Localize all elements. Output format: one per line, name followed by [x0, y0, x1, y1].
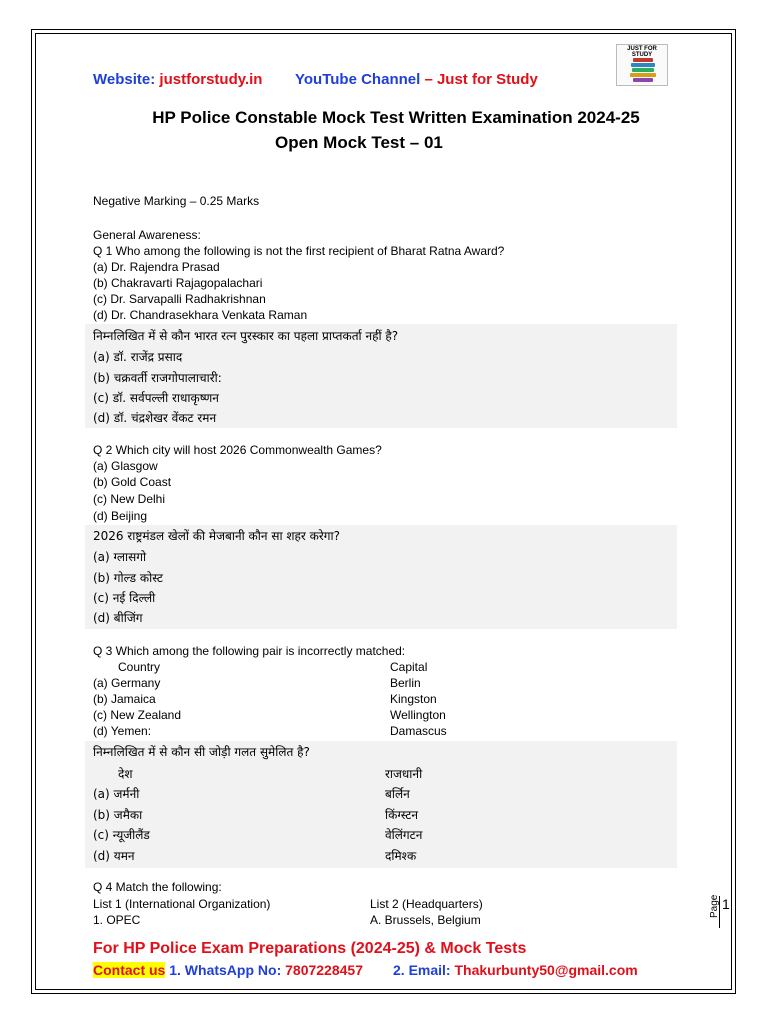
question-1-option-c: (c) Dr. Sarvapalli Radhakrishnan — [93, 292, 266, 306]
question-3-option-b: (b) Jamaica — [93, 692, 156, 706]
question-3-column-country: Country — [118, 660, 161, 674]
question-3-hindi-capital-a: बर्लिन — [385, 787, 410, 801]
just-for-study-logo — [616, 44, 668, 86]
question-3-hindi-column-capital: राजधानी — [385, 767, 423, 781]
question-1-hindi-option-d: (d) डॉ. चंद्रशेखर वेंकट रमन — [93, 411, 217, 425]
question-3-hindi-option-a: (a) जर्मनी — [93, 787, 140, 801]
question-4-list-2-item-a: A. Brussels, Belgium — [370, 913, 481, 927]
question-3-hindi-option-b: (b) जमैका — [93, 808, 143, 822]
question-3-option-c: (c) New Zealand — [93, 708, 182, 722]
logo-text: JUST FOR STUDY — [627, 46, 657, 58]
question-2-option-a: (a) Glasgow — [93, 459, 158, 473]
question-3-option-a: (a) Germany — [93, 676, 161, 690]
question-1-hindi-option-c: (c) डॉ. सर्वपल्ली राधाकृष्णन — [93, 391, 219, 405]
question-1-option-a: (a) Dr. Rajendra Prasad — [93, 260, 220, 274]
logo-book-icon — [630, 73, 656, 77]
youtube-line — [295, 71, 538, 88]
page-word: Page — [709, 894, 720, 918]
question-2-hindi: 2026 राष्ट्रमंडल खेलों की मेजबानी कौन सा शहर करेगा? — [93, 529, 341, 543]
question-3-hindi: निम्नलिखित में से कौन सी जोड़ी गलत सुमेलित है? — [93, 745, 310, 759]
question-3-option-d: (d) Yemen: — [93, 724, 152, 738]
question-1-option-d: (d) Dr. Chandrasekhara Venkata Raman — [93, 308, 308, 322]
question-3-hindi-option-c: (c) न्यूजीलैंड — [93, 828, 150, 842]
question-2-option-c: (c) New Delhi — [93, 492, 166, 506]
question-1-hindi: निम्नलिखित में से कौन भारत रत्न पुरस्कार का पहला प्राप्तकर्ता नहीं है? — [93, 329, 399, 343]
page-number — [709, 896, 733, 936]
question-4-list-2-header: List 2 (Headquarters) — [370, 897, 483, 911]
question-3-capital-b: Kingston — [390, 692, 437, 706]
email-address[interactable]: Thakurbunty50@gmail.com — [454, 962, 638, 978]
whatsapp-label: 1. WhatsApp No: — [165, 962, 286, 978]
question-3-capital-c: Wellington — [390, 708, 446, 722]
youtube-channel-name: – Just for Study — [420, 71, 538, 88]
page-title: HP Police Constable Mock Test Written Examination 2024-25 — [152, 108, 640, 127]
section-heading: General Awareness: — [93, 228, 201, 242]
logo-book-icon — [633, 58, 653, 62]
question-1-hindi-option-b: (b) चक्रवर्ती राजगोपालाचारी: — [93, 371, 222, 385]
page-number-divider — [719, 896, 720, 928]
question-1-option-b: (b) Chakravarti Rajagopalachari — [93, 276, 263, 290]
website-line — [93, 71, 262, 88]
logo-book-icon — [633, 78, 653, 82]
question-4-list-1-item-1: 1. OPEC — [93, 913, 141, 927]
page-number-value: 1 — [722, 896, 730, 912]
negative-marking-note: Negative Marking – 0.25 Marks — [93, 194, 260, 208]
youtube-label: YouTube Channel — [295, 71, 421, 88]
question-3-hindi-option-d: (d) यमन — [93, 849, 135, 863]
question-1: Q 1 Who among the following is not the first recipient of Bharat Ratna Award? — [93, 244, 505, 258]
question-2-option-b: (b) Gold Coast — [93, 475, 172, 489]
question-1-hindi-option-a: (a) डॉ. राजेंद्र प्रसाद — [93, 350, 183, 364]
logo-book-icon — [631, 63, 655, 67]
question-2-hindi-option-a: (a) ग्लासगो — [93, 550, 147, 564]
contact-label: Contact us — [93, 962, 166, 978]
website-label: Website: — [93, 71, 160, 88]
logo-book-icon — [632, 68, 654, 72]
question-3-capital-d: Damascus — [390, 724, 447, 738]
question-4: Q 4 Match the following: — [93, 880, 222, 894]
email-label: 2. Email: — [393, 962, 455, 978]
question-3-capital-a: Berlin — [390, 676, 421, 690]
footer-promo: For HP Police Exam Preparations (2024-25) & Mock Tests — [93, 940, 527, 957]
question-4-list-1-header: List 1 (International Organization) — [93, 897, 271, 911]
question-2: Q 2 Which city will host 2026 Commonwealth Games? — [93, 443, 382, 457]
question-2-hindi-option-b: (b) गोल्ड कोस्ट — [93, 571, 163, 585]
question-2-hindi-option-c: (c) नई दिल्ली — [93, 591, 156, 605]
question-3-hindi-capital-c: वेलिंगटन — [385, 828, 423, 842]
question-3-hindi-block — [85, 741, 677, 868]
question-3-column-capital: Capital — [390, 660, 428, 674]
page-subtitle: Open Mock Test – 01 — [275, 133, 443, 152]
website-link[interactable]: justforstudy.in — [159, 71, 263, 88]
question-2-option-d: (d) Beijing — [93, 509, 148, 523]
question-3: Q 3 Which among the following pair is incorrectly matched: — [93, 644, 406, 658]
whatsapp-number[interactable]: 7807228457 — [285, 962, 363, 978]
question-3-hindi-capital-b: किंग्स्टन — [385, 808, 419, 822]
question-2-hindi-option-d: (d) बीजिंग — [93, 611, 143, 625]
question-3-hindi-column-country: देश — [118, 767, 133, 781]
question-3-hindi-capital-d: दमिश्क — [385, 849, 417, 863]
footer-contact — [93, 962, 638, 978]
